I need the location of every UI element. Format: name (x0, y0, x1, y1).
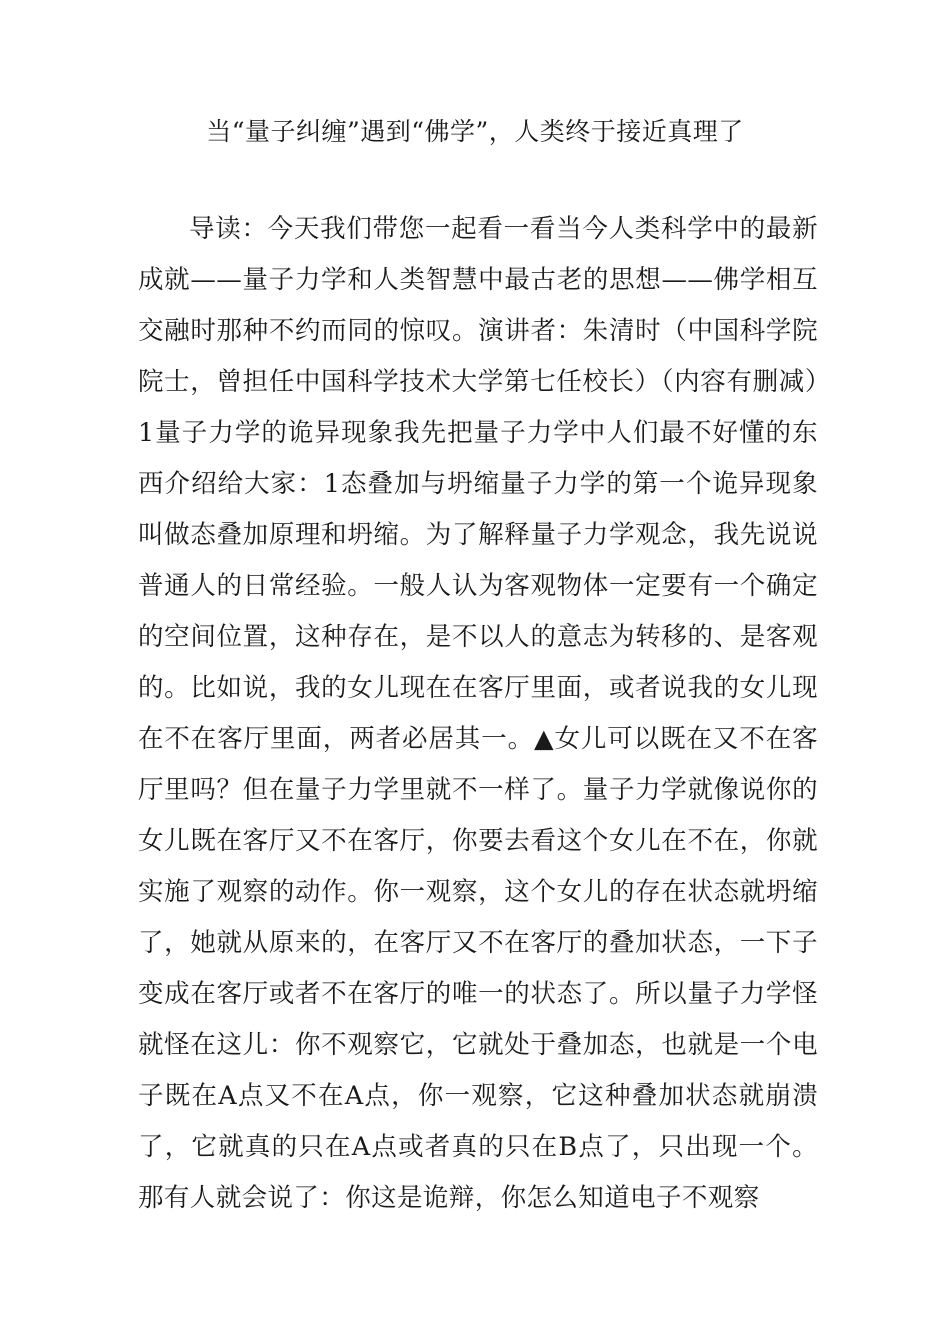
document-title: 当“量子纠缠”遇到“佛学”，人类终于接近真理了 (206, 117, 744, 146)
body-paragraph: 导读：今天我们带您一起看一看当今人类科学中的最新成就——量子力学和人类智慧中最古老的思想——佛学相互交融时那种不约而同的惊叹。演讲者：朱清时（中国科学院院士，曾担任中国科学技术大学第七任校长）（内容有删减）1量子力学的诡异现象我先把量子力学中人们最不好懂的东西介绍给大家：1态叠加与坍缩量子力学的第一个诡异现象叫做态叠加原理和坍缩。为了解释量子力学观念，我先说说普通人的日常经验。一般人认为客观物体一定要有一个确定的空间位置，这种存在，是不以人的意志为转移的、是客观的。比如说，我的女儿现在在客厅里面，或者说我的女儿现在不在客厅里面，两者必居其一。▲女儿可以既在又不在客厅里吗？但在量子力学里就不一样了。量子力学就像说你的女儿既在客厅又不在客厅，你要去看这个女儿在不在，你就实施了观察的动作。你一观察，这个女儿的存在状态就坍缩了，她就从原来的，在客厅又不在客厅的叠加状态，一下子变成在客厅或者不在客厅的唯一的状态了。所以量子力学怪就怪在这儿：你不观察它，它就处于叠加态，也就是一个电子既在A点又不在A点，你一观察，它这种叠加状态就崩溃了，它就真的只在A点或者真的只在B点了，只出现一个。那有人就会说了：你这是诡辩，你怎么知道电子不观察 (138, 214, 818, 1213)
